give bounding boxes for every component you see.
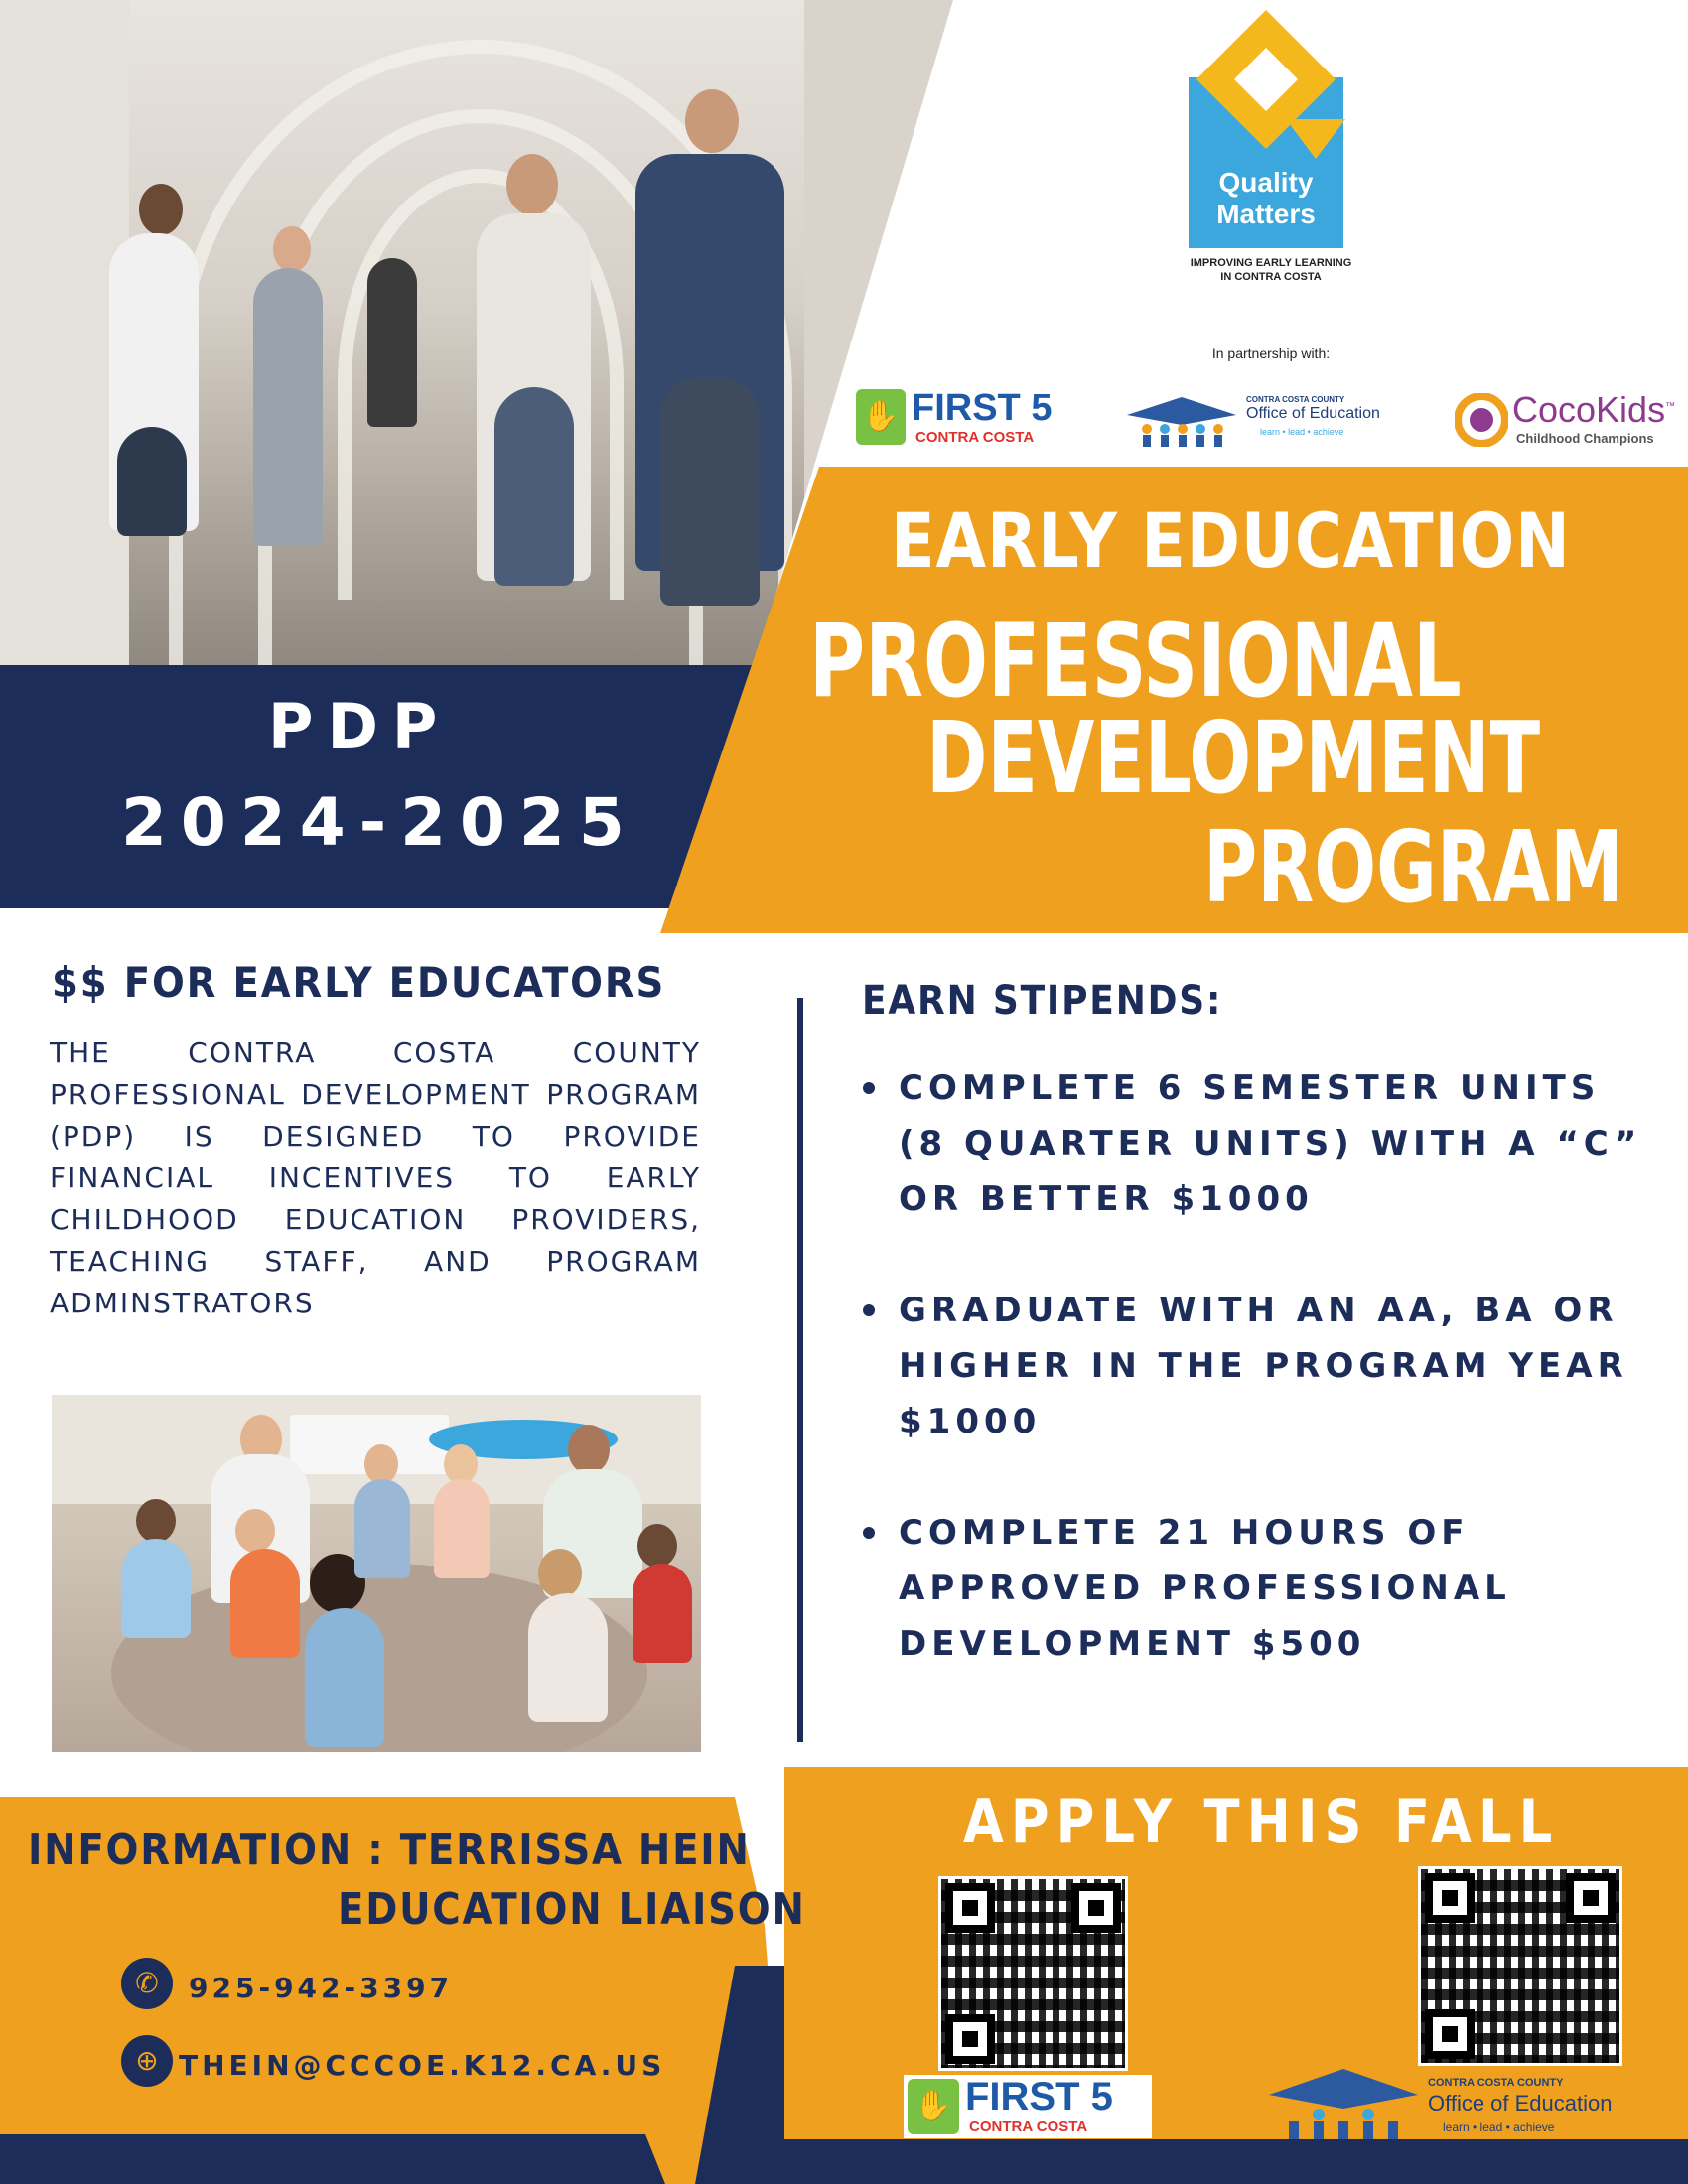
cccoe-name: Office of Education bbox=[1246, 405, 1380, 422]
cccoe-name-bottom: Office of Education bbox=[1428, 2091, 1613, 2116]
cccoe-sub-bottom: learn • lead • achieve bbox=[1443, 2120, 1555, 2134]
qr-code-first5[interactable] bbox=[938, 1876, 1128, 2071]
title-program: PROGRAM bbox=[1203, 809, 1623, 925]
quality-matters-name-line2: Matters bbox=[1216, 199, 1316, 229]
contact-phone[interactable]: 925-942-3397 bbox=[189, 1972, 454, 2004]
quality-matters-name bbox=[1187, 167, 1345, 230]
cccoe-sub: learn • lead • achieve bbox=[1260, 427, 1344, 437]
cccoe-name-top: CONTRA COSTA COUNTY bbox=[1246, 395, 1345, 404]
pdp-year: 2024-2025 bbox=[121, 784, 638, 861]
quality-matters-name-line1: Quality bbox=[1218, 167, 1314, 198]
cocokids-circle-icon bbox=[1455, 393, 1508, 447]
graduation-people-icon bbox=[1127, 393, 1236, 449]
contact-name: INFORMATION : TERRISSA HEIN bbox=[28, 1825, 751, 1875]
graduation-people-icon-bottom bbox=[1269, 2065, 1418, 2142]
phone-icon: ✆ bbox=[121, 1958, 173, 2009]
contact-email[interactable]: THEIN@CCCOE.K12.CA.US bbox=[179, 2049, 666, 2082]
stipend-item-pd-hours: COMPLETE 21 HOURS OF APPROVED PROFESSIONAL DEVELOPMENT $500 bbox=[859, 1505, 1653, 1672]
cocokids-logo bbox=[1455, 389, 1685, 451]
cccoe-logo-bottom bbox=[1269, 2065, 1646, 2144]
partnership-label: In partnership with: bbox=[1211, 345, 1331, 361]
first5-name: FIRST 5 bbox=[912, 387, 1053, 429]
section-divider bbox=[797, 998, 803, 1742]
tagline-line1: IMPROVING EARLY LEARNING bbox=[1190, 257, 1352, 269]
cocokids-trademark: ™ bbox=[1665, 401, 1676, 412]
title-early-education: EARLY EDUCATION bbox=[891, 496, 1571, 585]
earn-stipends-heading: EARN STIPENDS: bbox=[862, 978, 1223, 1024]
quality-matters-tagline bbox=[1172, 256, 1370, 284]
stipend-item-semester-units: COMPLETE 6 SEMESTER UNITS (8 QUARTER UNITS) WITH A “C” OR BETTER $1000 bbox=[859, 1060, 1653, 1227]
qr-code-cccoe[interactable] bbox=[1418, 1866, 1622, 2066]
first5-name-bottom: FIRST 5 bbox=[965, 2075, 1113, 2118]
first5-sub-bottom: CONTRA COSTA bbox=[969, 2118, 1088, 2135]
apply-heading: APPLY THIS FALL bbox=[963, 1787, 1560, 1856]
cccoe-name-top-bottom: CONTRA COSTA COUNTY bbox=[1428, 2077, 1564, 2089]
hand-icon-bottom: ✋ bbox=[908, 2079, 959, 2134]
contact-title: EDUCATION LIAISON bbox=[338, 1884, 806, 1935]
first5-logo-bottom bbox=[904, 2075, 1152, 2138]
title-professional: PROFESSIONAL bbox=[809, 603, 1462, 721]
tagline-line2: IN CONTRA COSTA bbox=[1220, 271, 1322, 283]
pdp-label: PDP bbox=[268, 690, 452, 762]
globe-icon: ⊕ bbox=[121, 2035, 173, 2087]
first5-sub: CONTRA COSTA bbox=[915, 429, 1035, 446]
cccoe-logo bbox=[1127, 389, 1405, 451]
title-development: DEVELOPMENT bbox=[926, 700, 1541, 816]
quality-matters-logo bbox=[1187, 10, 1355, 248]
stipend-list bbox=[859, 1060, 1653, 1727]
early-educators-heading: $$ FOR EARLY EDUCATORS bbox=[52, 958, 666, 1007]
stipend-item-graduate: GRADUATE WITH AN AA, BA OR HIGHER IN THE PROGRAM YEAR $1000 bbox=[859, 1283, 1653, 1449]
first5-logo bbox=[856, 389, 1074, 451]
classroom-children-photo bbox=[52, 1395, 701, 1752]
hand-icon: ✋ bbox=[856, 389, 906, 445]
cocokids-sub: Childhood Champions bbox=[1516, 431, 1654, 446]
program-description: THE CONTRA COSTA COUNTY PROFESSIONAL DEVELOPMENT PROGRAM (PDP) IS DESIGNED TO PROVIDE FINANCIAL INCENTIVES TO EARLY CHILDHOOD EDUCATION PROVIDERS, TEACHING STAFF, AND PROGRAM ADMINSTRATORS bbox=[50, 1036, 701, 1319]
cocokids-name: CocoKids bbox=[1512, 389, 1666, 430]
